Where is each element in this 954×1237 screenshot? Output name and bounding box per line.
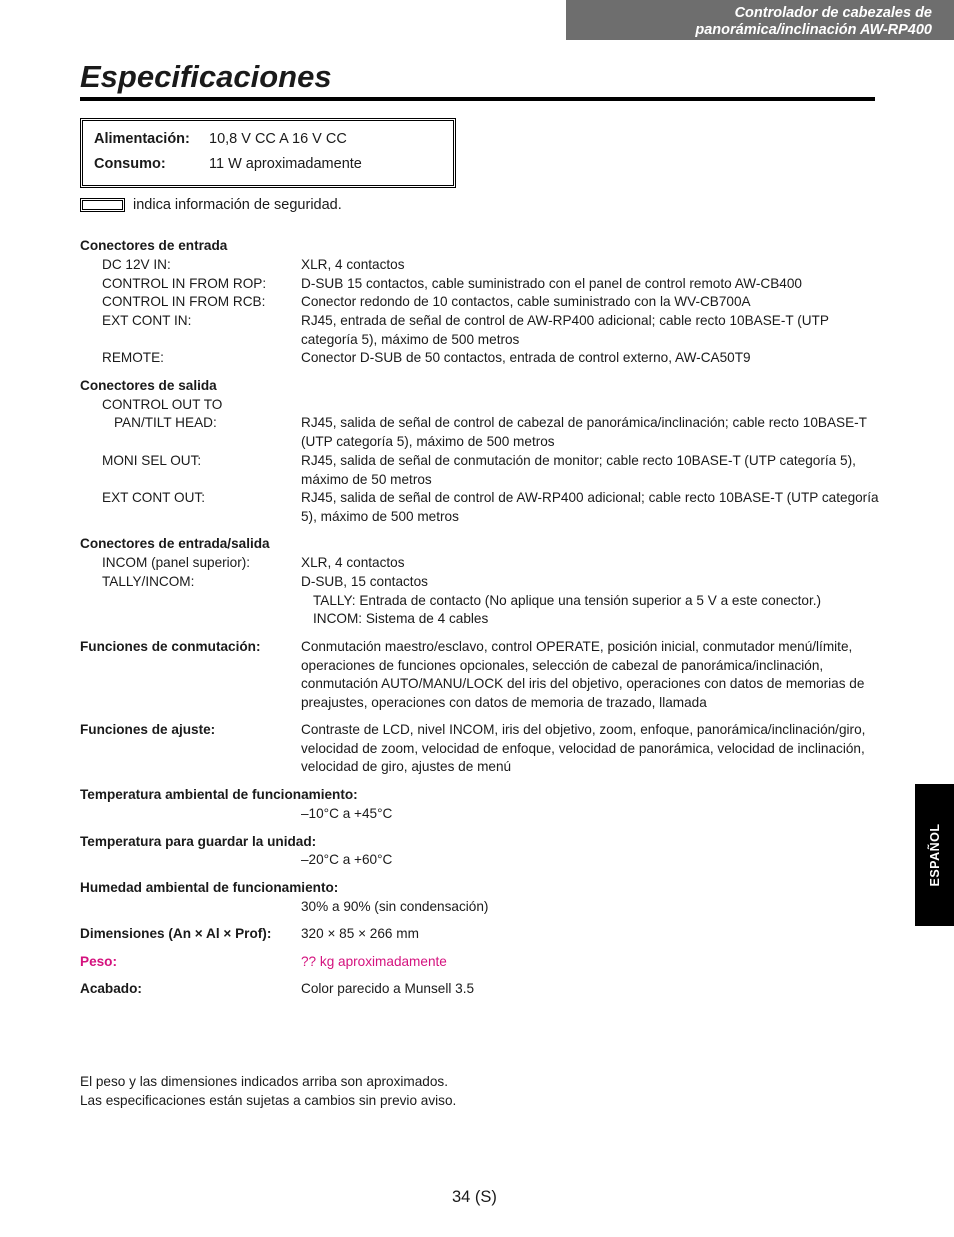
humidity-label: Humedad ambiental de funcionamiento: xyxy=(80,880,339,895)
output-value: RJ45, salida de señal de control de AW-RP400 adicional; cable recto 10BASE-T (UTP categoría 5), máximo de 500 metros xyxy=(301,490,879,524)
power-supply-value: 10,8 V CC A 16 V CC xyxy=(209,131,347,147)
footnote-line-2: Las especificaciones están sujetas a cambios sin previo aviso. xyxy=(80,1093,457,1108)
page-title: Especificaciones xyxy=(80,59,332,94)
outputs-heading: Conectores de salida xyxy=(80,378,217,393)
incom-detail: INCOM: Sistema de 4 cables xyxy=(313,611,489,626)
language-side-tab xyxy=(915,784,954,926)
input-value: XLR, 4 contactos xyxy=(301,257,405,272)
safety-legend-text: indica información de seguridad. xyxy=(133,197,342,213)
input-label: DC 12V IN: xyxy=(102,257,171,272)
power-supply-label: Alimentación: xyxy=(94,131,190,147)
adjust-value: Contraste de LCD, nivel INCOM, iris del objetivo, zoom, enfoque, panorámica/inclinación/giro, velocidad de zoom, velocidad de enfoque, velocidad de panorámica, velocidad de inclinación, velocidad de giro, ajustes de menú xyxy=(301,722,866,775)
inputs-heading: Conectores de entrada xyxy=(80,238,228,253)
finish-value: Color parecido a Munsell 3.5 xyxy=(301,981,475,996)
switching-value: Conmutación maestro/esclavo, control OPERATE, posición inicial, conmutador menú/límite, operaciones de funciones opcionales, selección de cabezal de panorámica/inclinación, conmutación AUTO/MANU/LOCK del iris del objetivo, operaciones con datos de memorias de preajustes, operaciones con datos de memoria de trazado, llamada xyxy=(301,639,865,711)
document-header-banner xyxy=(566,0,954,40)
weight-value: ?? kg aproximadamente xyxy=(301,954,447,969)
adjust-label: Funciones de ajuste: xyxy=(80,722,216,737)
safety-symbol-icon xyxy=(80,198,125,212)
power-consumption-value: 11 W aproximadamente xyxy=(209,156,362,172)
op-temp-value: –10°C a +45°C xyxy=(301,806,393,821)
input-label: EXT CONT IN: xyxy=(102,313,192,328)
inout-label: TALLY/INCOM: xyxy=(102,574,195,589)
header-line-2: panorámica/inclinación AW-RP400 xyxy=(695,22,932,38)
weight-label: Peso: xyxy=(80,954,118,969)
input-value: RJ45, entrada de señal de control de AW-RP400 adicional; cable recto 10BASE-T (UTP categoría 5), máximo de 500 metros xyxy=(301,313,829,347)
inout-label: INCOM (panel superior): xyxy=(102,555,251,570)
input-label: CONTROL IN FROM RCB: xyxy=(102,294,266,309)
output-label: MONI SEL OUT: xyxy=(102,453,202,468)
input-label: REMOTE: xyxy=(102,350,164,365)
input-value: Conector D-SUB de 50 contactos, entrada de control externo, AW-CA50T9 xyxy=(301,350,751,365)
footnote-line-1: El peso y las dimensiones indicados arriba son aproximados. xyxy=(80,1074,448,1089)
humidity-value: 30% a 90% (sin condensación) xyxy=(301,899,489,914)
output-label-continued: PAN/TILT HEAD: xyxy=(114,415,217,430)
power-spec-box xyxy=(80,118,456,188)
input-value: Conector redondo de 10 contactos, cable suministrado con la WV-CB700A xyxy=(301,294,751,309)
tally-detail: TALLY: Entrada de contacto (No aplique una tensión superior a 5 V a este conector.) xyxy=(313,593,822,608)
inout-value: D-SUB, 15 contactos xyxy=(301,574,428,589)
input-label: CONTROL IN FROM ROP: xyxy=(102,276,267,291)
page-number: 34 (S) xyxy=(452,1188,497,1206)
title-rule xyxy=(80,97,875,101)
output-label: EXT CONT OUT: xyxy=(102,490,205,505)
switching-label: Funciones de conmutación: xyxy=(80,639,261,654)
dimensions-value: 320 × 85 × 266 mm xyxy=(301,926,419,941)
store-temp-label: Temperatura para guardar la unidad: xyxy=(80,834,317,849)
dimensions-label: Dimensiones (An × Al × Prof): xyxy=(80,926,272,941)
inout-value: XLR, 4 contactos xyxy=(301,555,405,570)
power-consumption-label: Consumo: xyxy=(94,156,166,172)
store-temp-value: –20°C a +60°C xyxy=(301,852,393,867)
finish-label: Acabado: xyxy=(80,981,142,996)
output-label: CONTROL OUT TO xyxy=(102,397,223,412)
input-value: D-SUB 15 contactos, cable suministrado con el panel de control remoto AW-CB400 xyxy=(301,276,802,291)
header-line-1: Controlador de cabezales de xyxy=(734,5,932,21)
output-value: RJ45, salida de señal de control de cabezal de panorámica/inclinación; cable recto 10BASE-T (UTP categoría 5), máximo de 500 metros xyxy=(301,415,867,449)
language-tab-label: ESPAÑOL xyxy=(927,823,942,887)
inout-heading: Conectores de entrada/salida xyxy=(80,536,270,551)
op-temp-label: Temperatura ambiental de funcionamiento: xyxy=(80,787,358,802)
output-value: RJ45, salida de señal de conmutación de monitor; cable recto 10BASE-T (UTP categoría 5), máximo de 50 metros xyxy=(301,453,856,487)
